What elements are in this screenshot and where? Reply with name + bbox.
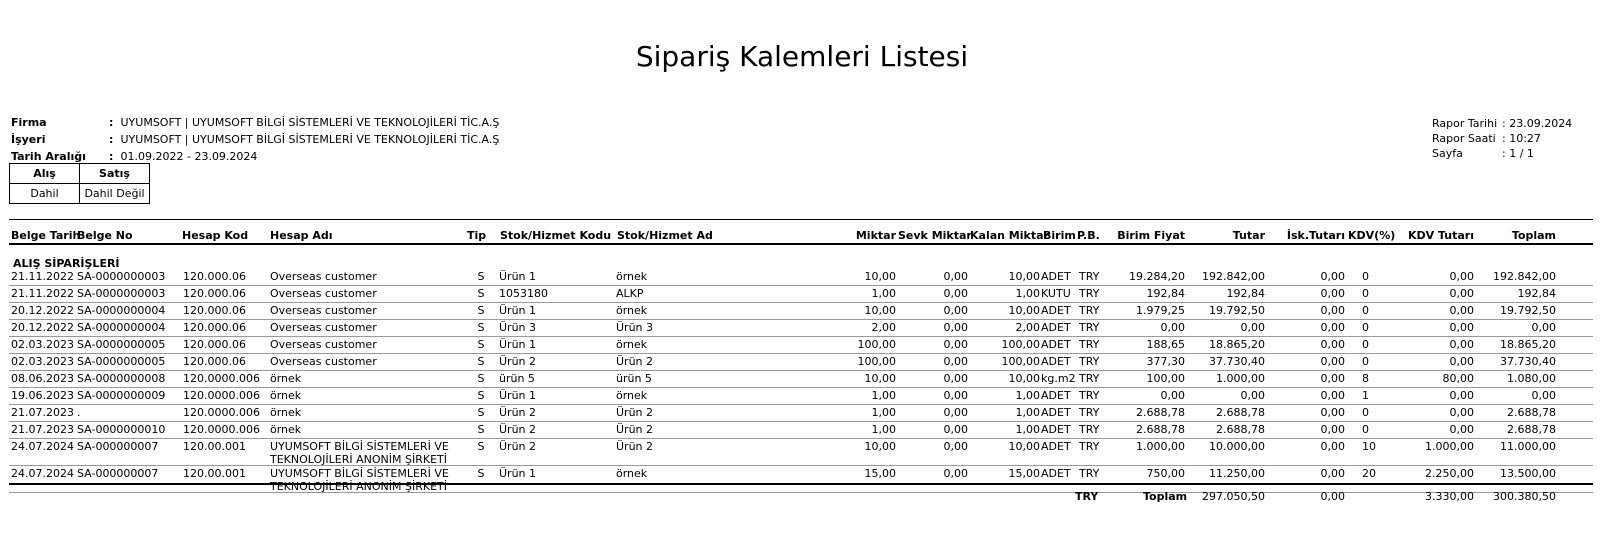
cell-hesap-adi: Overseas customer [270, 355, 377, 368]
cell-isk-tutari: 0,00 [1320, 406, 1345, 419]
info-row-firma [11, 114, 499, 131]
cell-isk-tutari: 0,00 [1320, 287, 1345, 300]
cell-stok-kodu: Ürün 3 [499, 321, 537, 334]
cell-kdv-tutari: 2.250,00 [1425, 467, 1474, 480]
cell-miktar: 10,00 [864, 440, 896, 453]
info-label: İşyeri [11, 133, 46, 146]
table-row [9, 466, 1593, 493]
cell-hesap-kod: 120.000.06 [183, 270, 246, 283]
cell-kalan-miktar: 100,00 [1001, 338, 1040, 351]
cell-sevk-miktar: 0,00 [943, 389, 968, 402]
cell-birim: ADET [1041, 423, 1071, 436]
cell-tip: S [477, 372, 485, 385]
meta-value: 10:27 [1509, 132, 1541, 145]
cell-birim-fiyat: 0,00 [1160, 389, 1185, 402]
cell-belge-tarih: 20.12.2022 [11, 304, 74, 317]
cell-tip: S [477, 355, 485, 368]
cell-isk-tutari: 0,00 [1320, 440, 1345, 453]
cell-hesap-adi: UYUMSOFT BİLGİ SİSTEMLERİ VE TEKNOLOJİLERİ ANONİM ŞİRKETİ [270, 467, 449, 493]
cell-pb: TRY [1079, 270, 1100, 283]
col-header-kalan: Kalan Miktar [970, 229, 1049, 242]
cell-kdv-tutari: 0,00 [1449, 406, 1474, 419]
footer-total-label: Toplam [1143, 490, 1188, 503]
cell-kalan-miktar: 10,00 [1008, 440, 1040, 453]
table-row [9, 337, 1593, 354]
cell-kdv-oran: 0 [1362, 338, 1369, 351]
cell-tutar: 19.792,50 [1209, 304, 1265, 317]
table-row [9, 269, 1593, 286]
cell-pb: TRY [1079, 287, 1100, 300]
cell-tip: S [477, 270, 485, 283]
col-header-toplam: Toplam [1511, 229, 1556, 242]
header-top-rule [9, 219, 1593, 220]
cell-hesap-adi: Overseas customer [270, 321, 377, 334]
cell-belge-no: SA-0000000003 [77, 287, 166, 300]
cell-birim: ADET [1041, 270, 1071, 283]
cell-toplam: 19.792,50 [1500, 304, 1556, 317]
cell-kalan-miktar: 1,00 [1015, 406, 1040, 419]
meta-row-time: Rapor Saati : 10:27 [1432, 132, 1541, 145]
info-row-isyeri [11, 131, 499, 148]
header-bottom-rule [9, 243, 1593, 245]
cell-birim-fiyat: 1.979,25 [1136, 304, 1185, 317]
cell-kdv-oran: 0 [1362, 287, 1369, 300]
col-header-belge-tarih: Belge Tarih [11, 229, 81, 242]
cell-kdv-oran: 20 [1362, 467, 1376, 480]
cell-miktar: 1,00 [871, 406, 896, 419]
cell-birim-fiyat: 19.284,20 [1129, 270, 1185, 283]
order-rows [0, 269, 1604, 493]
cell-hesap-adi: Overseas customer [270, 338, 377, 351]
cell-belge-no: . [77, 406, 81, 419]
cell-belge-no: SA-000000007 [77, 440, 159, 453]
cell-hesap-adi: örnek [270, 389, 302, 402]
col-header-stok-ad: Stok/Hizmet Ad [617, 229, 713, 242]
col-header-sevk: Sevk Miktar [898, 229, 972, 242]
cell-kdv-tutari: 0,00 [1449, 287, 1474, 300]
cell-stok-ad: Ürün 2 [616, 440, 654, 453]
cell-birim-fiyat: 2.688,78 [1136, 406, 1185, 419]
footer-total-kdv: 3.330,00 [1425, 490, 1474, 503]
cell-pb: TRY [1079, 406, 1100, 419]
col-header-hesap-adi: Hesap Adı [270, 229, 333, 242]
cell-hesap-kod: 120.00.001 [183, 467, 246, 480]
col-header-belge-no: Belge No [77, 229, 133, 242]
cell-hesap-adi: Overseas customer [270, 270, 377, 283]
meta-value: 1 / 1 [1509, 147, 1534, 160]
cell-pb: TRY [1079, 389, 1100, 402]
cell-isk-tutari: 0,00 [1320, 321, 1345, 334]
cell-kdv-tutari: 80,00 [1442, 372, 1474, 385]
cell-miktar: 10,00 [864, 270, 896, 283]
cell-hesap-kod: 120.000.06 [183, 338, 246, 351]
cell-hesap-adi: örnek [270, 372, 302, 385]
cell-belge-no: SA-0000000009 [77, 389, 166, 402]
cell-tip: S [477, 287, 485, 300]
cell-tutar: 37.730,40 [1209, 355, 1265, 368]
cell-miktar: 10,00 [864, 372, 896, 385]
cell-sevk-miktar: 0,00 [943, 304, 968, 317]
cell-birim: ADET [1041, 321, 1071, 334]
cell-belge-no: SA-0000000005 [77, 338, 166, 351]
section-title: ALIŞ SİPARİŞLERİ [13, 257, 120, 270]
cell-stok-kodu: Ürün 1 [499, 389, 537, 402]
cell-kdv-oran: 0 [1362, 304, 1369, 317]
cell-tip: S [477, 321, 485, 334]
cell-tutar: 2.688,78 [1216, 423, 1265, 436]
cell-kalan-miktar: 100,00 [1001, 355, 1040, 368]
cell-pb: TRY [1079, 304, 1100, 317]
cell-kdv-tutari: 0,00 [1449, 304, 1474, 317]
cell-kalan-miktar: 2,00 [1015, 321, 1040, 334]
cell-stok-kodu: Ürün 2 [499, 355, 537, 368]
filter-value-satis: Dahil Değil [80, 184, 150, 204]
cell-kdv-oran: 0 [1362, 321, 1369, 334]
col-header-tutar: Tutar [1232, 229, 1265, 242]
table-row [9, 303, 1593, 320]
info-label: Tarih Aralığı [11, 150, 86, 163]
cell-kalan-miktar: 1,00 [1015, 287, 1040, 300]
cell-stok-ad: ALKP [616, 287, 644, 300]
cell-tip: S [477, 389, 485, 402]
col-header-pb: P.B. [1077, 229, 1100, 242]
info-colon: : [109, 150, 114, 163]
cell-belge-no: SA-0000000008 [77, 372, 166, 385]
cell-sevk-miktar: 0,00 [943, 372, 968, 385]
cell-sevk-miktar: 0,00 [943, 287, 968, 300]
cell-pb: TRY [1079, 321, 1100, 334]
cell-kdv-oran: 0 [1362, 423, 1369, 436]
cell-hesap-adi: örnek [270, 406, 302, 419]
cell-belge-tarih: 21.11.2022 [11, 270, 74, 283]
cell-sevk-miktar: 0,00 [943, 355, 968, 368]
cell-belge-tarih: 19.06.2023 [11, 389, 74, 402]
cell-stok-ad: örnek [616, 304, 648, 317]
cell-sevk-miktar: 0,00 [943, 440, 968, 453]
cell-kdv-oran: 8 [1362, 372, 1369, 385]
cell-toplam: 192,84 [1517, 287, 1556, 300]
col-header-tip: Tip [467, 229, 487, 242]
footer-total-tutar: 297.050,50 [1202, 490, 1265, 503]
cell-birim-fiyat: 100,00 [1146, 372, 1185, 385]
cell-isk-tutari: 0,00 [1320, 355, 1345, 368]
cell-belge-tarih: 08.06.2023 [11, 372, 74, 385]
meta-label: Rapor Tarihi [1432, 117, 1498, 130]
cell-tutar: 11.250,00 [1209, 467, 1265, 480]
cell-hesap-kod: 120.00.001 [183, 440, 246, 453]
cell-miktar: 2,00 [871, 321, 896, 334]
filter-table [9, 163, 150, 204]
cell-hesap-kod: 120.000.06 [183, 304, 246, 317]
cell-belge-tarih: 21.07.2023 [11, 406, 74, 419]
cell-belge-no: SA-0000000004 [77, 304, 166, 317]
cell-kdv-oran: 0 [1362, 270, 1369, 283]
cell-tutar: 0,00 [1240, 389, 1265, 402]
cell-belge-tarih: 21.07.2023 [11, 423, 74, 436]
cell-birim: KUTU [1041, 287, 1071, 300]
cell-kdv-tutari: 1.000,00 [1425, 440, 1474, 453]
cell-birim-fiyat: 2.688,78 [1136, 423, 1185, 436]
cell-belge-tarih: 20.12.2022 [11, 321, 74, 334]
cell-birim-fiyat: 377,30 [1146, 355, 1185, 368]
cell-belge-tarih: 02.03.2023 [11, 355, 74, 368]
cell-miktar: 1,00 [871, 389, 896, 402]
cell-pb: TRY [1079, 355, 1100, 368]
cell-hesap-adi: UYUMSOFT BİLGİ SİSTEMLERİ VE TEKNOLOJİLERİ ANONİM ŞİRKETİ [270, 440, 449, 466]
cell-kdv-tutari: 0,00 [1449, 338, 1474, 351]
cell-toplam: 192.842,00 [1493, 270, 1556, 283]
cell-stok-kodu: Ürün 2 [499, 406, 537, 419]
cell-sevk-miktar: 0,00 [943, 423, 968, 436]
cell-stok-kodu: ürün 5 [499, 372, 535, 385]
cell-kdv-oran: 10 [1362, 440, 1376, 453]
table-row [9, 422, 1593, 439]
cell-belge-tarih: 24.07.2024 [11, 440, 74, 453]
meta-label: Rapor Saati [1432, 132, 1496, 145]
footer-currency: TRY [1075, 490, 1099, 503]
cell-belge-no: SA-000000007 [77, 467, 159, 480]
cell-toplam: 18.865,20 [1500, 338, 1556, 351]
cell-tip: S [477, 423, 485, 436]
cell-kalan-miktar: 10,00 [1008, 304, 1040, 317]
cell-kdv-tutari: 0,00 [1449, 423, 1474, 436]
col-header-isk: İsk.Tutarı [1286, 229, 1345, 242]
cell-miktar: 1,00 [871, 423, 896, 436]
cell-isk-tutari: 0,00 [1320, 372, 1345, 385]
cell-birim: ADET [1041, 355, 1071, 368]
cell-miktar: 10,00 [864, 304, 896, 317]
cell-stok-kodu: Ürün 1 [499, 338, 537, 351]
cell-stok-kodu: 1053180 [499, 287, 548, 300]
cell-sevk-miktar: 0,00 [943, 270, 968, 283]
cell-miktar: 100,00 [857, 355, 896, 368]
info-colon: : [109, 133, 114, 146]
col-header-birim: Birim [1043, 229, 1076, 242]
col-header-birim-fiyat: Birim Fiyat [1117, 229, 1185, 242]
cell-birim-fiyat: 192,84 [1146, 287, 1185, 300]
meta-row-date: Rapor Tarihi : 23.09.2024 [1432, 117, 1573, 130]
cell-kdv-oran: 0 [1362, 406, 1369, 419]
cell-tutar: 1.000,00 [1216, 372, 1265, 385]
cell-isk-tutari: 0,00 [1320, 389, 1345, 402]
filter-header-satis: Satış [80, 164, 150, 184]
cell-toplam: 2.688,78 [1507, 423, 1556, 436]
cell-toplam: 0,00 [1531, 389, 1556, 402]
cell-stok-ad: örnek [616, 270, 648, 283]
cell-birim: ADET [1041, 440, 1071, 453]
cell-pb: TRY [1079, 467, 1100, 480]
cell-miktar: 15,00 [864, 467, 896, 480]
cell-stok-ad: Ürün 2 [616, 355, 654, 368]
info-value: 01.09.2022 - 23.09.2024 [120, 150, 258, 163]
cell-stok-ad: örnek [616, 338, 648, 351]
cell-stok-ad: ürün 5 [616, 372, 652, 385]
cell-tutar: 0,00 [1240, 321, 1265, 334]
filter-header-alis: Alış [10, 164, 80, 184]
cell-belge-tarih: 21.11.2022 [11, 287, 74, 300]
report-info [11, 114, 499, 165]
filter-value-alis: Dahil [10, 184, 80, 204]
cell-hesap-adi: Overseas customer [270, 304, 377, 317]
footer-rule [9, 483, 1593, 485]
col-header-kdv-tutari: KDV Tutarı [1408, 229, 1474, 242]
cell-pb: TRY [1079, 423, 1100, 436]
cell-hesap-kod: 120.0000.006 [183, 423, 260, 436]
cell-hesap-kod: 120.000.06 [183, 287, 246, 300]
cell-isk-tutari: 0,00 [1320, 270, 1345, 283]
cell-isk-tutari: 0,00 [1320, 423, 1345, 436]
cell-belge-tarih: 02.03.2023 [11, 338, 74, 351]
cell-hesap-kod: 120.0000.006 [183, 406, 260, 419]
cell-tutar: 10.000,00 [1209, 440, 1265, 453]
footer-total-toplam: 300.380,50 [1493, 490, 1556, 503]
table-row [9, 354, 1593, 371]
cell-stok-kodu: Ürün 1 [499, 270, 537, 283]
info-colon: : [109, 116, 114, 129]
cell-hesap-kod: 120.000.06 [183, 321, 246, 334]
cell-tip: S [477, 406, 485, 419]
cell-sevk-miktar: 0,00 [943, 467, 968, 480]
cell-tutar: 192.842,00 [1202, 270, 1265, 283]
info-value: UYUMSOFT | UYUMSOFT BİLGİ SİSTEMLERİ VE TEKNOLOJİLERİ TİC.A.Ş [120, 133, 500, 146]
cell-kalan-miktar: 10,00 [1008, 270, 1040, 283]
table-row [9, 371, 1593, 388]
cell-tip: S [477, 338, 485, 351]
cell-sevk-miktar: 0,00 [943, 338, 968, 351]
cell-stok-ad: örnek [616, 467, 648, 480]
cell-kalan-miktar: 15,00 [1008, 467, 1040, 480]
table-row [9, 320, 1593, 337]
cell-tutar: 18.865,20 [1209, 338, 1265, 351]
cell-kdv-oran: 0 [1362, 355, 1369, 368]
cell-sevk-miktar: 0,00 [943, 321, 968, 334]
cell-kalan-miktar: 1,00 [1015, 389, 1040, 402]
cell-birim-fiyat: 750,00 [1146, 467, 1185, 480]
cell-birim-fiyat: 0,00 [1160, 321, 1185, 334]
col-header-stok-kodu: Stok/Hizmet Kodu [500, 229, 612, 242]
col-header-miktar: Miktar [855, 229, 896, 242]
table-row [9, 388, 1593, 405]
cell-stok-kodu: Ürün 1 [499, 467, 537, 480]
cell-birim: ADET [1041, 467, 1071, 480]
cell-stok-ad: Ürün 2 [616, 423, 654, 436]
table-row [9, 405, 1593, 422]
cell-stok-kodu: Ürün 1 [499, 304, 537, 317]
cell-toplam: 2.688,78 [1507, 406, 1556, 419]
cell-miktar: 100,00 [857, 338, 896, 351]
cell-pb: TRY [1079, 372, 1100, 385]
cell-kalan-miktar: 10,00 [1008, 372, 1040, 385]
cell-belge-no: SA-0000000003 [77, 270, 166, 283]
info-value: UYUMSOFT | UYUMSOFT BİLGİ SİSTEMLERİ VE TEKNOLOJİLERİ TİC.A.Ş [120, 116, 500, 129]
cell-tutar: 192,84 [1226, 287, 1265, 300]
report-title: Sipariş Kalemleri Listesi [635, 40, 969, 73]
cell-miktar: 1,00 [871, 287, 896, 300]
cell-stok-ad: Ürün 2 [616, 406, 654, 419]
cell-pb: TRY [1079, 338, 1100, 351]
cell-kdv-oran: 1 [1362, 389, 1369, 402]
cell-toplam: 13.500,00 [1500, 467, 1556, 480]
cell-belge-no: SA-0000000010 [77, 423, 166, 436]
cell-toplam: 0,00 [1531, 321, 1556, 334]
cell-hesap-kod: 120.0000.006 [183, 372, 260, 385]
footer-total-isk: 0,00 [1320, 490, 1345, 503]
cell-toplam: 1.080,00 [1507, 372, 1556, 385]
cell-kdv-tutari: 0,00 [1449, 355, 1474, 368]
cell-kalan-miktar: 1,00 [1015, 423, 1040, 436]
cell-birim-fiyat: 1.000,00 [1136, 440, 1185, 453]
cell-birim: ADET [1041, 406, 1071, 419]
meta-value: 23.09.2024 [1509, 117, 1573, 130]
cell-stok-kodu: Ürün 2 [499, 440, 537, 453]
cell-tip: S [477, 440, 485, 453]
cell-hesap-kod: 120.000.06 [183, 355, 246, 368]
cell-stok-ad: örnek [616, 389, 648, 402]
cell-isk-tutari: 0,00 [1320, 467, 1345, 480]
cell-belge-no: SA-0000000005 [77, 355, 166, 368]
cell-sevk-miktar: 0,00 [943, 406, 968, 419]
table-row [9, 286, 1593, 303]
cell-birim: ADET [1041, 304, 1071, 317]
cell-hesap-kod: 120.0000.006 [183, 389, 260, 402]
cell-stok-ad: Ürün 3 [616, 321, 654, 334]
cell-tip: S [477, 304, 485, 317]
col-header-kdv-oran: KDV(%) [1348, 229, 1396, 242]
cell-isk-tutari: 0,00 [1320, 304, 1345, 317]
cell-isk-tutari: 0,00 [1320, 338, 1345, 351]
cell-birim: ADET [1041, 389, 1071, 402]
cell-birim: kg.m2 [1041, 372, 1076, 385]
cell-hesap-adi: örnek [270, 423, 302, 436]
cell-hesap-adi: Overseas customer [270, 287, 377, 300]
cell-birim-fiyat: 188,65 [1146, 338, 1185, 351]
cell-kdv-tutari: 0,00 [1449, 389, 1474, 402]
cell-stok-kodu: Ürün 2 [499, 423, 537, 436]
cell-belge-tarih: 24.07.2024 [11, 467, 74, 480]
cell-belge-no: SA-0000000004 [77, 321, 166, 334]
table-row [9, 439, 1593, 466]
cell-kdv-tutari: 0,00 [1449, 321, 1474, 334]
cell-birim: ADET [1041, 338, 1071, 351]
cell-toplam: 37.730,40 [1500, 355, 1556, 368]
cell-tip: S [477, 467, 485, 480]
cell-kdv-tutari: 0,00 [1449, 270, 1474, 283]
info-label: Firma [11, 116, 47, 129]
cell-tutar: 2.688,78 [1216, 406, 1265, 419]
meta-label: Sayfa [1432, 147, 1463, 160]
meta-row-page: Sayfa : 1 / 1 [1432, 147, 1534, 160]
cell-toplam: 11.000,00 [1500, 440, 1556, 453]
cell-pb: TRY [1079, 440, 1100, 453]
report-meta [1432, 116, 1572, 161]
col-header-hesap-kod: Hesap Kod [182, 229, 249, 242]
